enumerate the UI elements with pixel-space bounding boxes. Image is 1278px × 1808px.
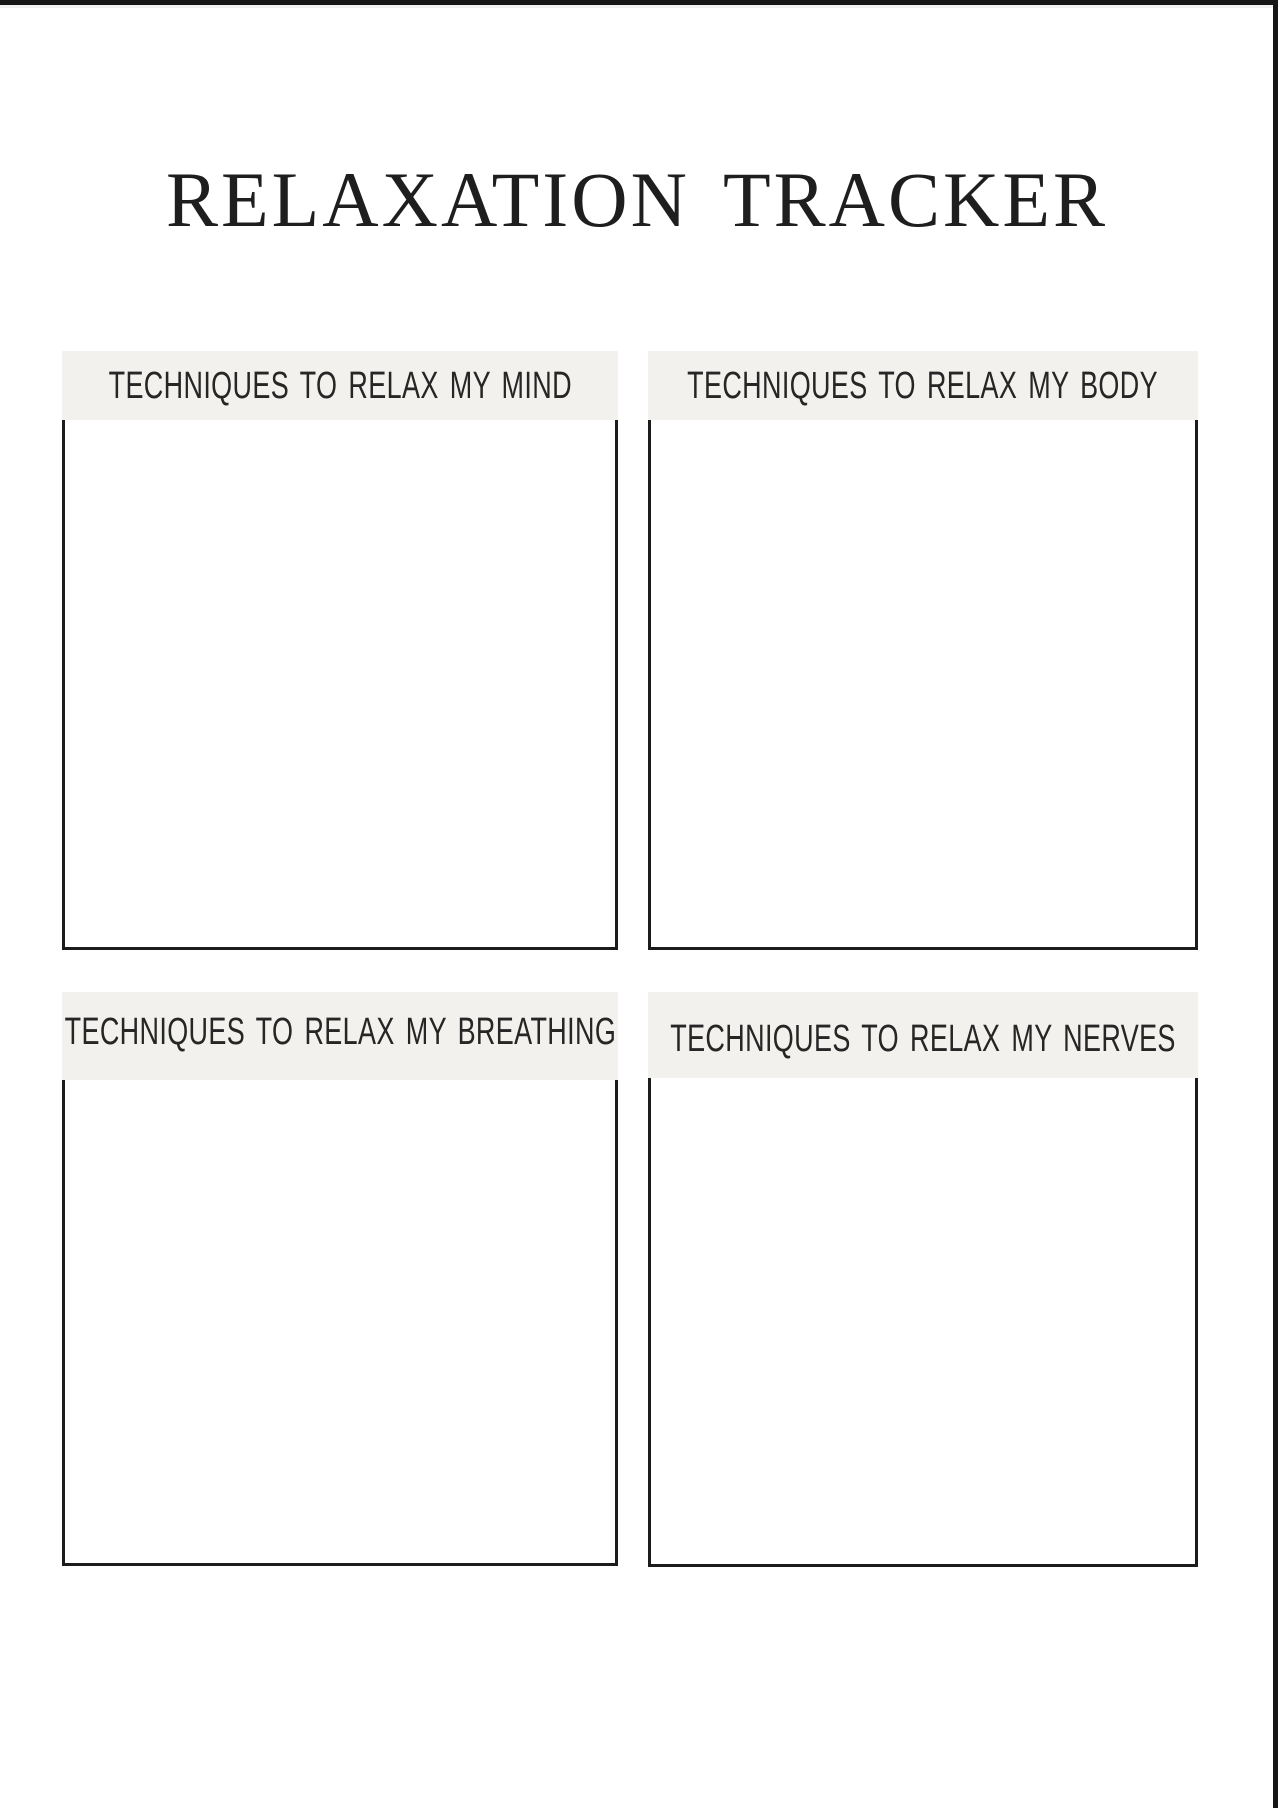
panel-relax-nerves — [648, 992, 1198, 1567]
panel-relax-body-notes-area[interactable] — [648, 420, 1198, 950]
panel-relax-breathing-notes-area[interactable] — [62, 1080, 618, 1566]
panel-relax-body — [648, 351, 1198, 950]
panel-relax-mind-notes-area[interactable] — [62, 420, 618, 950]
page-title: RELAXATION TRACKER — [165, 156, 1109, 243]
panel-relax-nerves-header — [648, 992, 1198, 1078]
panel-relax-nerves-notes-area[interactable] — [648, 1078, 1198, 1567]
panel-relax-body-header — [648, 351, 1198, 420]
panel-relax-breathing-header — [62, 992, 618, 1080]
top-edge-highlight — [0, 5, 1278, 8]
panel-relax-breathing-header-label: TECHNIQUES TO RELAX MY BREATHING — [64, 1011, 616, 1053]
panel-relax-mind-header — [62, 351, 618, 420]
panel-relax-breathing — [62, 992, 618, 1566]
panel-relax-body-header-label: TECHNIQUES TO RELAX MY BODY — [687, 364, 1159, 407]
right-edge-strip — [1273, 0, 1278, 1808]
panel-relax-nerves-header-label: TECHNIQUES TO RELAX MY NERVES — [670, 1018, 1176, 1060]
panel-relax-mind — [62, 351, 618, 950]
panel-relax-mind-header-label: TECHNIQUES TO RELAX MY MIND — [108, 364, 572, 407]
